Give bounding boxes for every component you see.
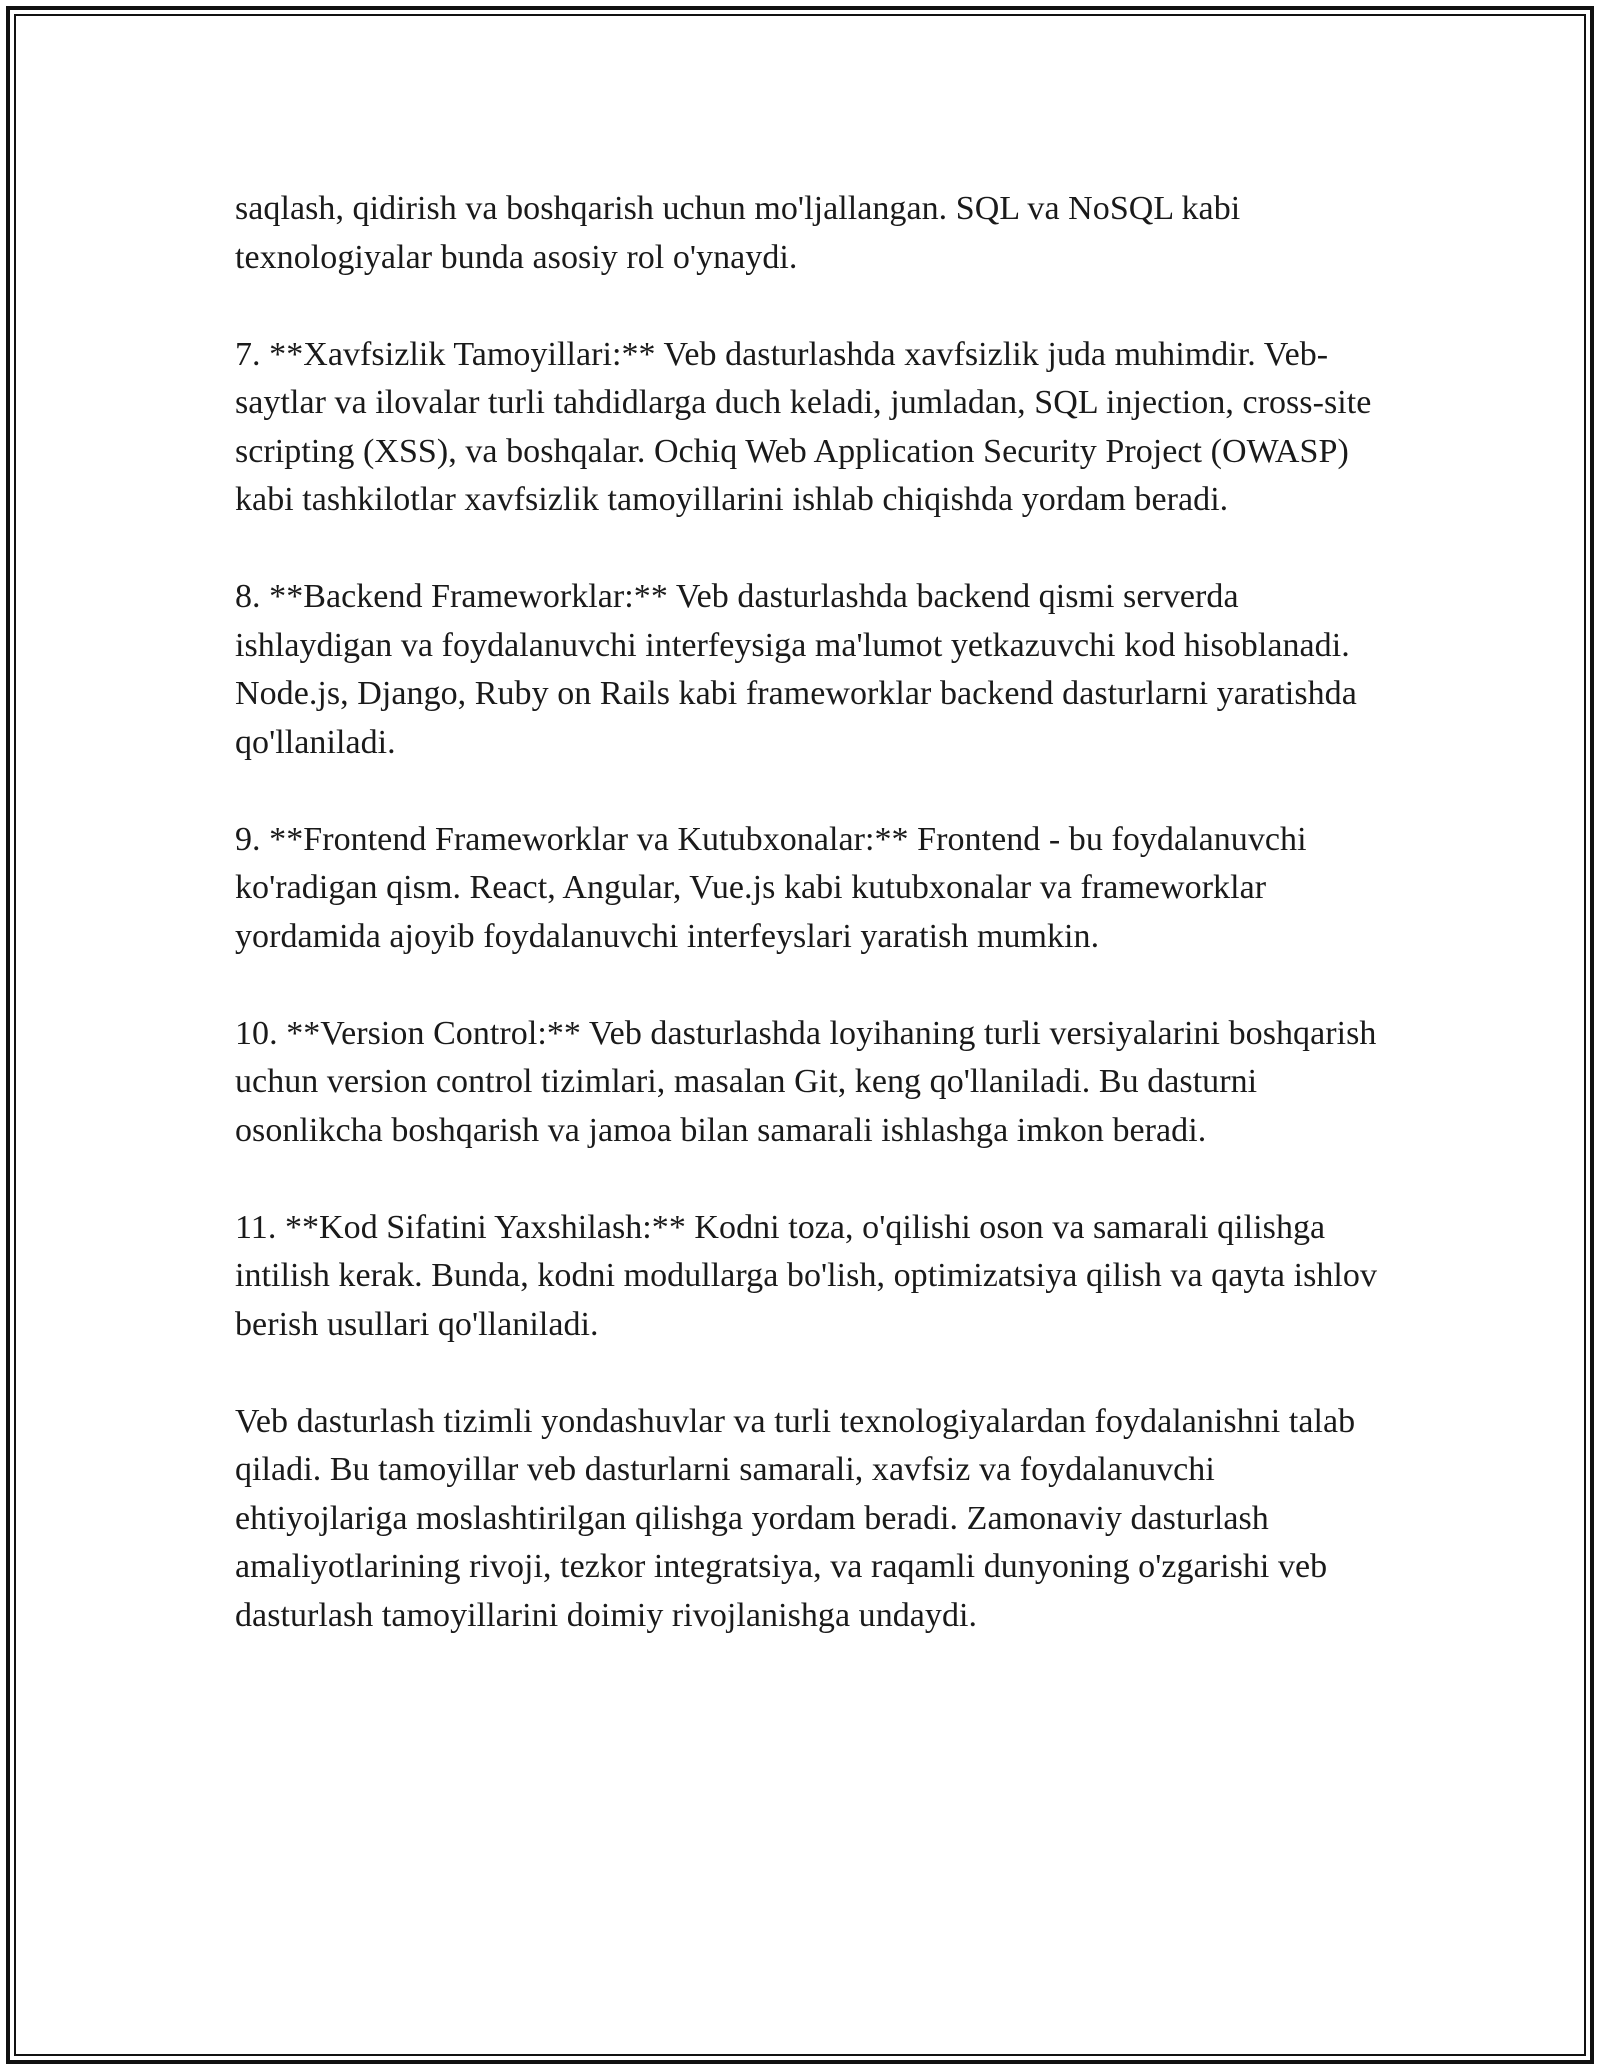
paragraph-database-continuation: saqlash, qidirish va boshqarish uchun mo'ljallangan. SQL va NoSQL kabi texnologiyalar bunda asosiy rol o'ynaydi. <box>235 190 1241 276</box>
paragraph-version-control: 10. **Version Control:** Veb dasturlashda loyihaning turli versiyalarini boshqarish uchun version control tizimlari, masalan Git, keng qo'llaniladi. Bu dasturni osonlikcha boshqarish va jamoa bilan samarali ishlashga imkon beradi. <box>235 1014 1377 1149</box>
paragraph-backend-frameworks: 8. **Backend Frameworklar:** Veb dasturlashda backend qismi serverda ishlaydigan va foydalanuvchi interfeysiga ma'lumot yetkazuvchi kod hisoblanadi. Node.js, Django, Ruby on Rails kabi frameworklar backend dasturlarni yaratishda qo'llaniladi. <box>235 578 1357 761</box>
paragraph-conclusion: Veb dasturlash tizimli yondashuvlar va turli texnologiyalardan foydalanishni talab qiladi. Bu tamoyillar veb dasturlarni samarali, xavfsiz va foydalanuvchi ehtiyojlariga moslashtirilgan qilishga yordam beradi. Zamonaviy dasturlash amaliyotlarining rivoji, tezkor integratsiya, va raqamli dunyoning o'zgarishi veb dasturlash tamoyillarini doimiy rivojlanishga undaydi. <box>235 1402 1356 1634</box>
paragraph-code-quality: 11. **Kod Sifatini Yaxshilash:** Kodni toza, o'qilishi oson va samarali qilishga intilish kerak. Bunda, kodni modullarga bo'lish, optimizatsiya qilish va qayta ishlov berish usullari qo'llaniladi. <box>235 1208 1378 1343</box>
paragraph-frontend-frameworks: 9. **Frontend Frameworklar va Kutubxonalar:** Frontend - bu foydalanuvchi ko'radigan qism. React, Angular, Vue.js kabi kutubxonalar va frameworklar yordamida ajoyib foydalanuvchi interfeyslari yaratish mumkin. <box>235 820 1307 955</box>
document-body <box>235 185 1385 1640</box>
paragraph-security-principles: 7. **Xavfsizlik Tamoyillari:** Veb dasturlashda xavfsizlik juda muhimdir. Veb-saytlar va ilovalar turli tahdidlarga duch keladi, jumladan, SQL injection, cross-site scripting (XSS), va boshqalar. Ochiq Web Application Security Project (OWASP) kabi tashkilotlar xavfsizlik tamoyillarini ishlab chiqishda yordam beradi. <box>235 335 1372 518</box>
